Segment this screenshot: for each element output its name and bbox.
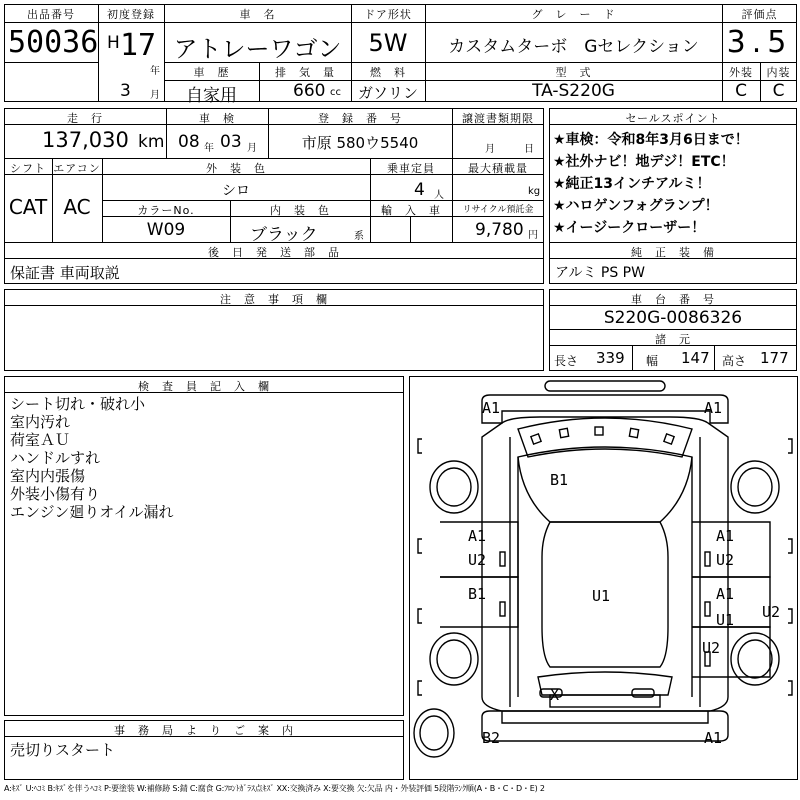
- office-label: 事 務 局 よ り ご 案 内: [114, 724, 294, 737]
- inspection-label: 車 検: [199, 112, 235, 125]
- width-label: 幅: [646, 354, 659, 368]
- plate: 市原 580ウ5540: [301, 134, 419, 152]
- interior-grade: C: [772, 81, 785, 101]
- load-unit: kg: [528, 186, 541, 197]
- inspector-line: ハンドルすれ: [10, 449, 101, 467]
- sales-point: ★純正13インチアルミ！: [553, 176, 711, 192]
- car-name-label: 車 名: [239, 8, 276, 21]
- car-outline: [410, 377, 799, 781]
- mark-front-right: A1: [704, 399, 723, 417]
- sales-point: ★車検：令和8年3月6日まで！: [553, 132, 749, 148]
- shift: CAT: [8, 195, 48, 219]
- capacity: 4: [414, 180, 425, 200]
- plate-label: 登 録 番 号: [318, 112, 402, 125]
- length: 339: [596, 349, 625, 367]
- chassis-label: 車 台 番 号: [631, 293, 715, 306]
- inspector-line: シート切れ・破れ小: [10, 395, 146, 413]
- model: TA-S220G: [532, 81, 615, 101]
- ac: AC: [63, 195, 91, 219]
- ac-label: エアコン: [53, 162, 101, 175]
- interior-color: ブラック: [250, 225, 318, 245]
- inspector-line: 室内汚れ: [10, 413, 71, 431]
- mileage-label: 走 行: [67, 112, 103, 125]
- displacement: 660: [293, 81, 326, 101]
- mark-left-front-door-1: A1: [468, 527, 487, 545]
- grade: カスタムターボ Gセレクション: [448, 37, 699, 57]
- interior-grade-label: 内装: [766, 66, 791, 79]
- inspection-year-unit: 年: [204, 143, 214, 154]
- legend: A:ｷｽﾞ U:ﾍｺﾐ B:ｷｽﾞを伴うﾍｺﾐ P:要塗装 W:補修跡 S:錆 C:腐食 G:ﾌﾛﾝﾄｶﾞﾗｽ点ｷｽﾞ XX:交換済み X:要交換 欠:欠品 内・外装評価 5段階ﾗﾝｸ順(A・B・C・D・E) 2: [4, 784, 545, 793]
- lot-number: 50036: [8, 25, 99, 60]
- history-label: 車 歴: [193, 66, 230, 79]
- reg-year: 17: [120, 28, 157, 63]
- mark-left-rear-door: B1: [468, 585, 487, 603]
- office-value: 売切りスタート: [10, 741, 116, 759]
- standard-equipment-label: 純 正 装 備: [631, 246, 715, 259]
- recycle-unit: 円: [528, 230, 538, 241]
- color-no: W09: [146, 220, 186, 240]
- mark-roof: U1: [592, 587, 611, 605]
- mark-right-front-door-1: A1: [716, 527, 735, 545]
- exterior-grade-label: 外装: [729, 66, 753, 79]
- damage-diagram: [409, 376, 798, 780]
- first-reg-label: 初度登録: [107, 8, 155, 21]
- capacity-unit: 人: [434, 190, 444, 201]
- score: 3.5: [726, 25, 793, 60]
- color-no-label: カラーNo.: [137, 204, 195, 217]
- history: 自家用: [186, 86, 237, 106]
- import-label: 輸 入 車: [381, 204, 441, 217]
- transfer-day-unit: 日: [524, 144, 534, 155]
- notes-label: 注 意 事 項 欄: [220, 293, 328, 306]
- mark-right-rear-quarter: U2: [702, 639, 721, 657]
- month-unit: 月: [150, 90, 160, 101]
- era-letter: H: [107, 33, 120, 53]
- width: 147: [681, 349, 710, 367]
- chassis-number: S220G-0086326: [603, 308, 743, 328]
- mark-right-side: U2: [762, 603, 781, 621]
- mark-right-rear-door-2: U1: [716, 611, 735, 629]
- reg-month: 3: [120, 81, 131, 101]
- grade-label: グ レ ー ド: [531, 8, 616, 21]
- interior-color-label: 内 装 色: [270, 204, 330, 217]
- height-label: 高さ: [722, 354, 747, 368]
- mark-rear-right: A1: [704, 729, 723, 747]
- inspector-label: 検 査 員 記 入 欄: [138, 380, 270, 393]
- length-label: 長さ: [554, 354, 579, 368]
- mark-rear-left: B2: [482, 729, 501, 747]
- color-label: 外 装 色: [206, 162, 266, 175]
- fuel-label: 燃 料: [370, 66, 406, 79]
- transfer-month-unit: 月: [485, 144, 495, 155]
- mark-right-rear-door-1: A1: [716, 585, 735, 603]
- inspector-notes: [10, 395, 174, 521]
- recycle-label: リサイクル預託金: [462, 205, 534, 215]
- recycle: 9,780: [475, 220, 524, 240]
- door-type: 5W: [368, 29, 408, 57]
- later-parts: 保証書 車両取説: [10, 264, 120, 282]
- standard-equipment: アルミ PS PW: [555, 265, 645, 281]
- fuel: ガソリン: [357, 84, 418, 102]
- inspection-month-unit: 月: [247, 143, 257, 154]
- shift-label: シフト: [10, 162, 46, 175]
- later-parts-label: 後 日 発 送 部 品: [208, 246, 340, 259]
- height: 177: [760, 349, 789, 367]
- displacement-label: 排 気 量: [275, 66, 335, 79]
- inspection-month: 03: [220, 132, 242, 152]
- year-unit: 年: [150, 66, 160, 77]
- lot-label: 出品番号: [27, 8, 75, 21]
- mileage-unit: km: [138, 132, 165, 152]
- inspector-line: エンジン廻りオイル漏れ: [10, 503, 174, 521]
- door-label: ドア形状: [364, 8, 412, 21]
- inspector-line: 荷室ＡＵ: [10, 431, 71, 449]
- load-label: 最大積載量: [468, 162, 528, 175]
- interior-color-unit: 系: [354, 231, 364, 242]
- score-label: 評価点: [741, 8, 778, 21]
- inspection-year: 08: [178, 132, 200, 152]
- transfer-label: 譲渡書類期限: [462, 112, 534, 125]
- mark-rear-glass: X: [550, 686, 560, 704]
- sales-label: セールスポイント: [625, 112, 721, 125]
- inspector-line: 外装小傷有り: [10, 485, 101, 503]
- mark-right-front-door-2: U2: [716, 551, 735, 569]
- sales-point: ★ハロゲンフォグランプ！: [553, 198, 719, 214]
- mark-hood: B1: [550, 471, 569, 489]
- mark-left-front-door-2: U2: [468, 551, 487, 569]
- exterior-grade: C: [735, 81, 747, 101]
- dims-label: 諸 元: [655, 333, 691, 346]
- sales-point: ★社外ナビ！地デジ！ETC！: [553, 154, 735, 170]
- car-name: アトレーワゴン: [173, 35, 342, 63]
- color: シロ: [222, 183, 250, 199]
- sales-point: ★イージークローザー！: [553, 220, 706, 236]
- model-label: 型 式: [555, 66, 592, 79]
- displacement-unit: cc: [330, 87, 341, 98]
- mark-front-left: A1: [482, 399, 501, 417]
- inspector-line: 室内内張傷: [10, 467, 86, 485]
- capacity-label: 乗車定員: [387, 162, 435, 175]
- mileage: 137,030: [42, 128, 129, 152]
